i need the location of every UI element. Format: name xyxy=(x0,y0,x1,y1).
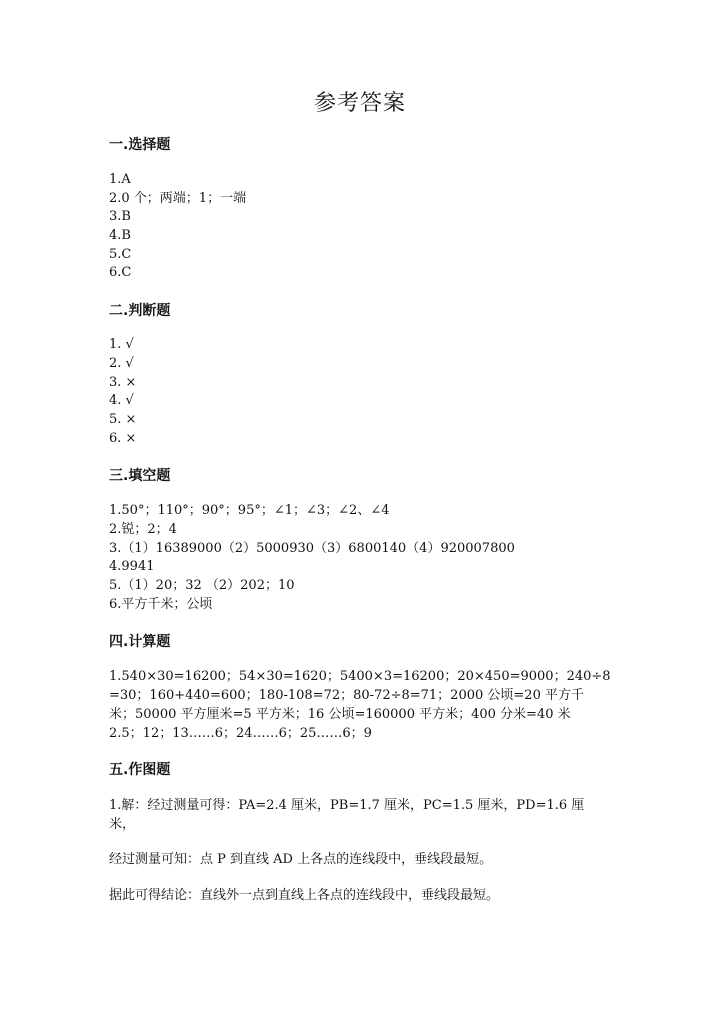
answer-line: 2.5；12；13……6；24……6；25……6；9 xyxy=(109,726,372,741)
answer-line: 2.0 个；两端；1；一端 xyxy=(109,191,247,206)
answer-line: 4.B xyxy=(109,228,131,243)
answer-line: 6.平方千米；公顷 xyxy=(109,597,213,612)
section-heading-choice: 一.选择题 xyxy=(109,137,171,153)
answer-line: 3. × xyxy=(109,375,137,390)
section-heading-drawing: 五.作图题 xyxy=(109,762,171,778)
answer-line: 经过测量可知：点 P 到直线 AD 上各点的连线段中，垂线段最短。 xyxy=(109,852,493,867)
section-heading-calculation: 四.计算题 xyxy=(109,634,171,650)
answer-line: 2.锐；2；4 xyxy=(109,522,177,537)
answer-line: 1.解：经过测量可得：PA=2.4 厘米，PB=1.7 厘米，PC=1.5 厘米，PD=1.6 厘 xyxy=(109,798,585,813)
section-heading-fill: 三.填空题 xyxy=(109,468,171,484)
answer-line: 米， xyxy=(109,817,136,832)
answer-line: 据此可得结论：直线外一点到直线上各点的连线段中，垂线段最短。 xyxy=(109,888,500,903)
answer-line: 5.C xyxy=(109,247,132,262)
answer-line: 1. √ xyxy=(109,337,134,352)
answer-line: 3.B xyxy=(109,209,131,224)
answer-line: 1.A xyxy=(109,172,131,187)
answer-line: 4.9941 xyxy=(109,559,155,574)
answer-line: 5.（1）20；32 （2）202；10 xyxy=(109,578,295,593)
section-heading-judgment: 二.判断题 xyxy=(109,303,171,319)
answer-line: 1.50°；110°；90°；95°；∠1；∠3；∠2、∠4 xyxy=(109,503,390,518)
answer-line: 4. √ xyxy=(109,393,134,408)
answer-line: =30；160+440=600；180-108=72；80-72÷8=71；2000 公顷=20 平方千 xyxy=(109,688,584,703)
answer-line: 6.C xyxy=(109,265,132,280)
answer-line: 1.540×30=16200；54×30=1620；5400×3=16200；20×450=9000；240÷8 xyxy=(109,669,611,684)
answer-line: 3.（1）16389000（2）5000930（3）6800140（4）920007800 xyxy=(109,541,515,556)
answer-line: 6. × xyxy=(109,431,137,446)
answer-line: 米；50000 平方厘米=5 平方米；16 公顷=160000 平方米；400 分米=40 米 xyxy=(109,707,571,722)
answer-line: 5. × xyxy=(109,412,137,427)
answer-line: 2. √ xyxy=(109,356,134,371)
page-title: 参考答案 xyxy=(313,91,406,116)
